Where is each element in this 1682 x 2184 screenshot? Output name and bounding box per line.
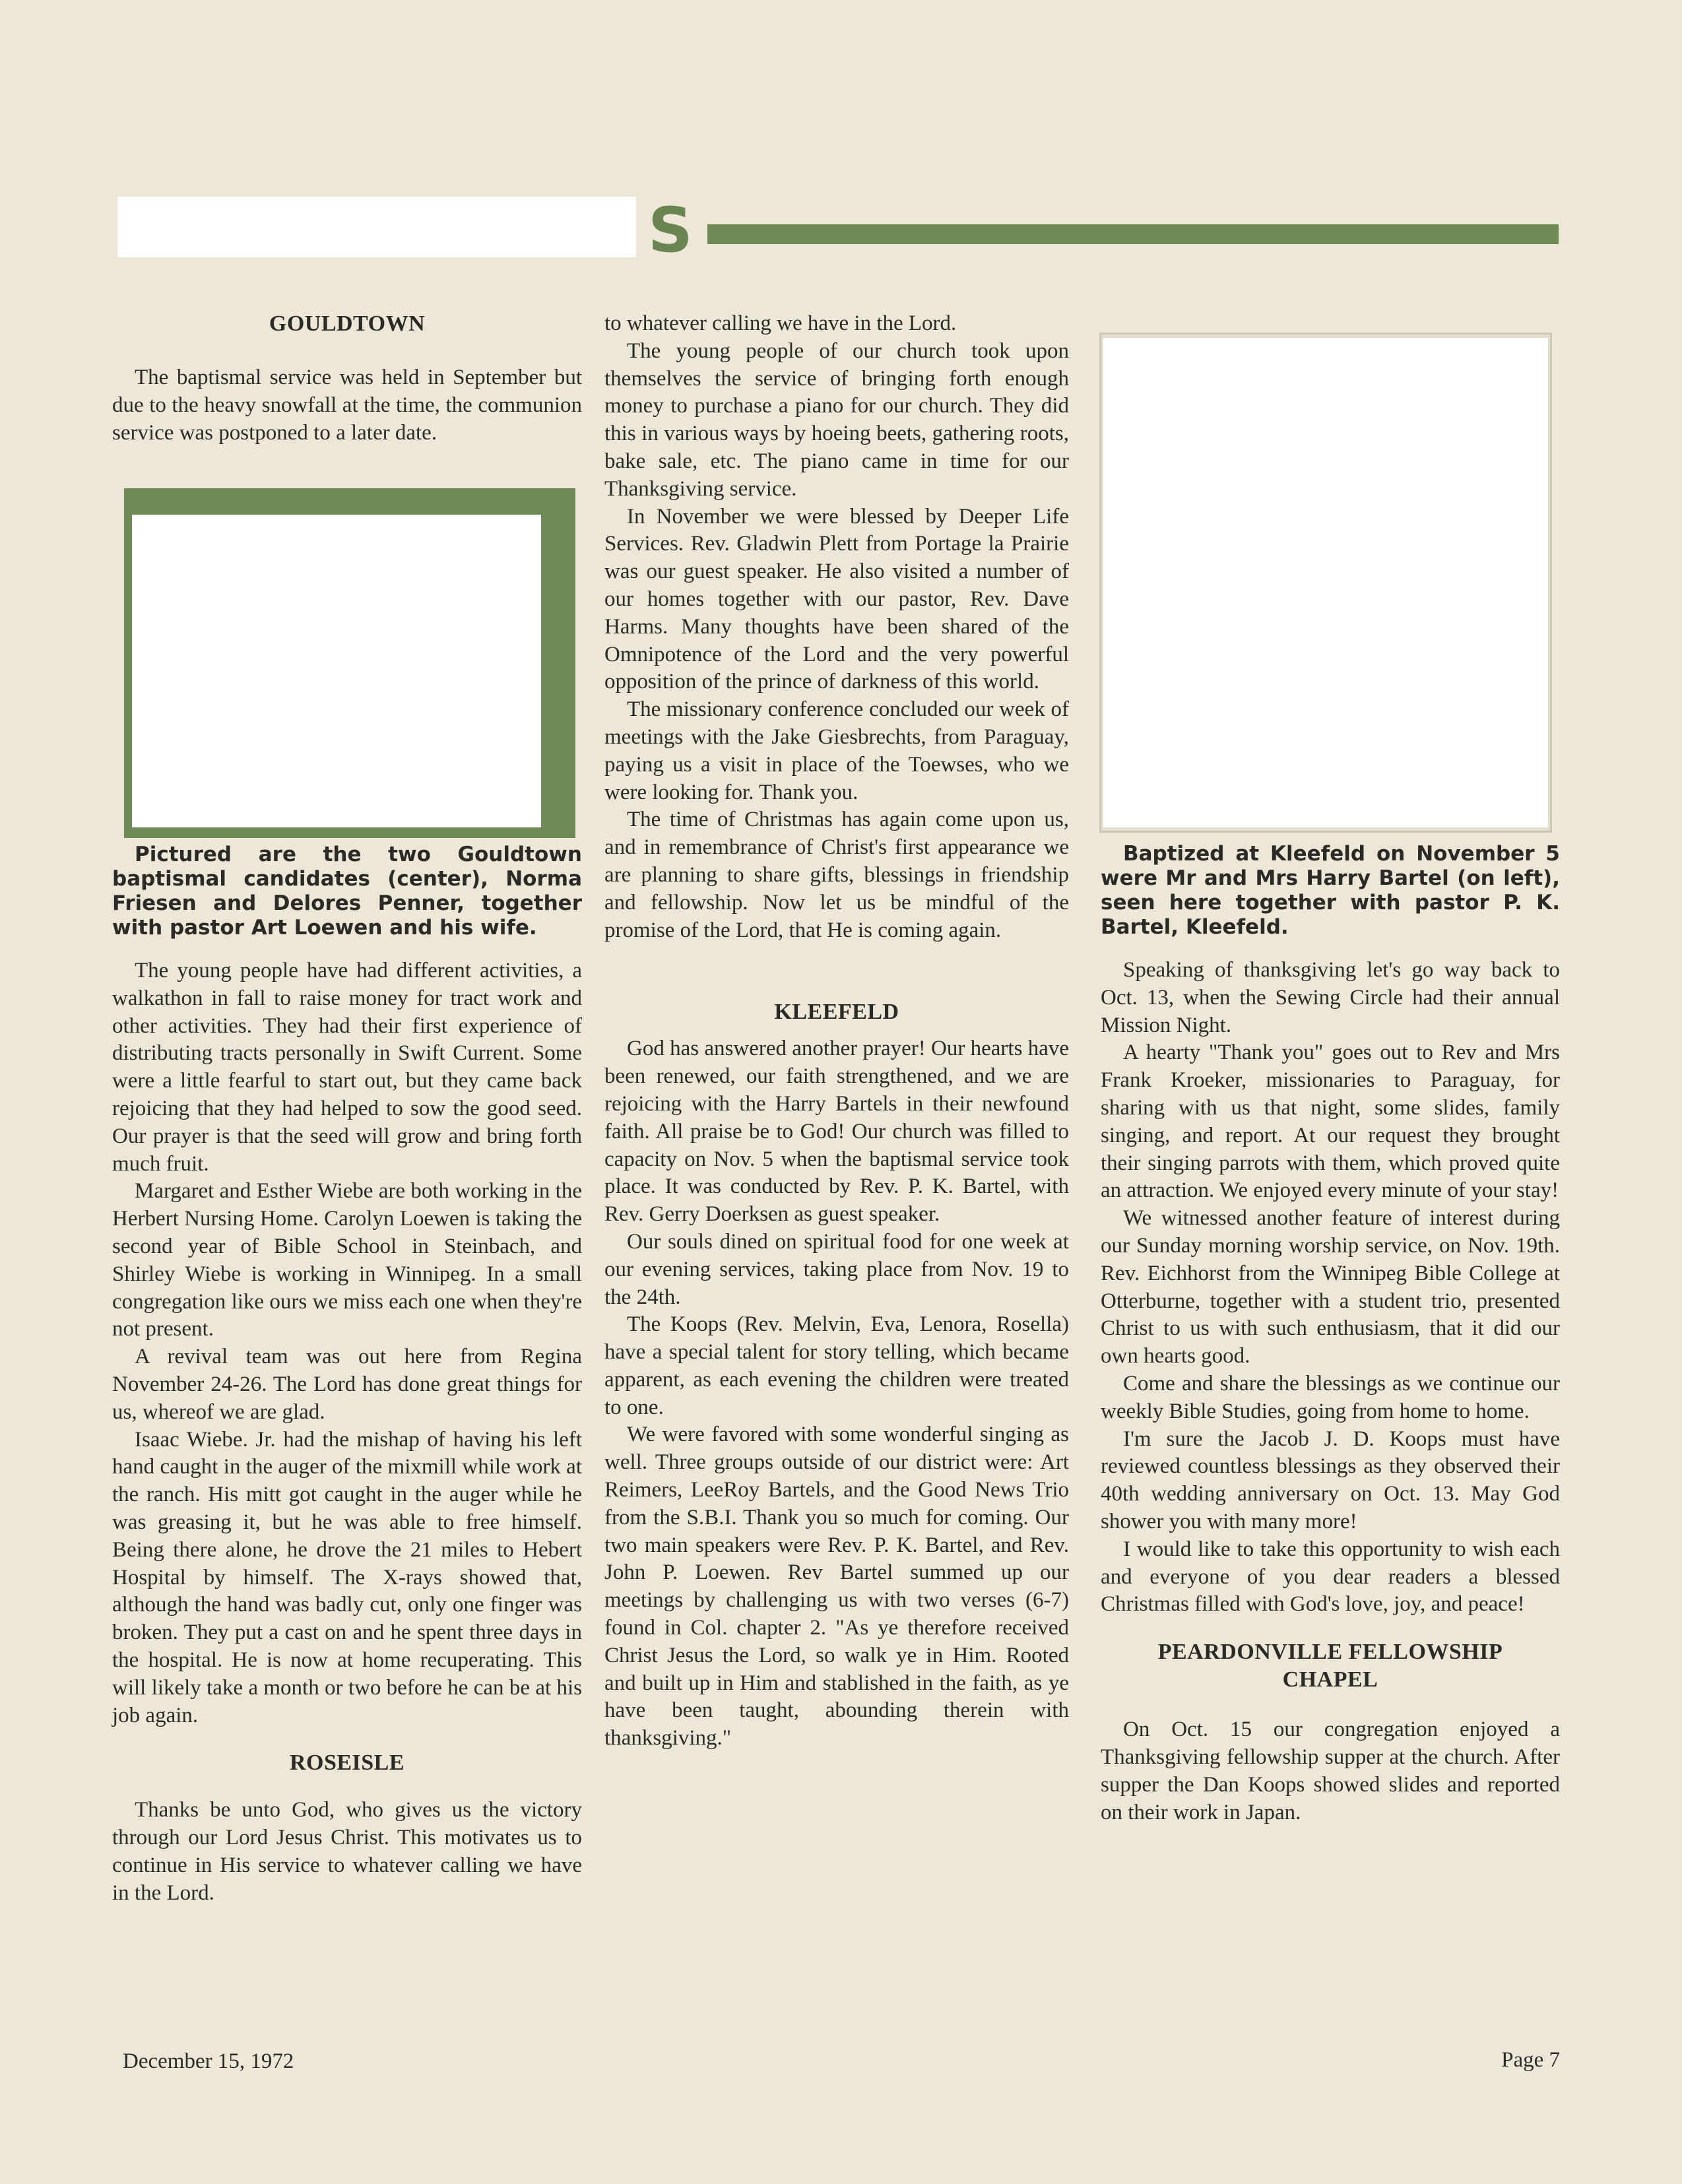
issue-date: December 15, 1972 bbox=[123, 2049, 294, 2073]
roseisle-paragraph: Thanks be unto God, who gives us the victory through our Lord Jesus Christ. This motivates us to continue in His service to whatever calling we have in the Lord. bbox=[112, 1798, 582, 1905]
kleefeld-photo-caption: Baptized at Kleefeld on November 5 were Mr and Mrs Harry Bartel (on left), seen here together with pastor P. K. Bartel, Kleefeld. bbox=[1101, 842, 1560, 939]
column-2 bbox=[604, 310, 1069, 1752]
gouldtown-paragraph: The baptismal service was held in September but due to the heavy snowfall at the time, the communion service was postponed to a later date. bbox=[112, 366, 582, 445]
kleefeld-paragraph: Speaking of thanksgiving let's go way back to Oct. 13, when the Sewing Circle had their annual Mission Night. bbox=[1101, 958, 1560, 1037]
gouldtown-heading: GOULDTOWN bbox=[269, 311, 426, 336]
gouldtown-paragraph: A revival team was out here from Regina November 24-26. The Lord has done great things for us, whereof we are glad. bbox=[112, 1345, 582, 1424]
column-1-top bbox=[112, 310, 582, 447]
peardonville-heading-line1: PEARDONVILLE FELLOWSHIP bbox=[1157, 1640, 1503, 1665]
roseisle-paragraph: In November we were blessed by Deeper Life Services. Rev. Gladwin Plett from Portage la Prairie was our guest speaker. He also visited a number of our homes together with our pastor, Rev. Dave Harms. Many thoughts have been shared of the Omnipotence of the Lord and the very powerful opposition of the prince of darkness of this world. bbox=[604, 504, 1069, 694]
kleefeld-paragraph: God has answered another prayer! Our hearts have been renewed, our faith strengthened, and we are rejoicing with the Harry Bartels in their newfound faith. All praise be to God! Our church was filled to capacity on Nov. 5 when the baptismal service took place. It was conducted by Rev. P. K. Bartel, with Rev. Gerry Doerksen as guest speaker. bbox=[604, 1037, 1069, 1227]
page-number: Page 7 bbox=[1501, 2048, 1560, 2072]
peardonville-heading-line2: CHAPEL bbox=[1282, 1667, 1378, 1692]
gouldtown-photo bbox=[132, 515, 541, 827]
kleefeld-paragraph: Our souls dined on spiritual food for one week at our evening services, taking place from Nov. 19 to the 24th. bbox=[604, 1229, 1069, 1309]
kleefeld-paragraph: I'm sure the Jacob J. D. Koops must have reviewed countless blessings as they observed their 40th wedding anniversary on Oct. 13. May God shower you with many more! bbox=[1101, 1427, 1560, 1533]
kleefeld-paragraph: Come and share the blessings as we continue our weekly Bible Studies, going from home to home. bbox=[1101, 1371, 1560, 1423]
roseisle-paragraph: The time of Christmas has again come upon us, and in remembrance of Christ's first appearance we are planning to share gifts, blessings in friendship and fellowship. Now let us be mindful of the promise of the Lord, that He is coming again. bbox=[604, 808, 1069, 942]
kleefeld-paragraph: We were favored with some wonderful singing as well. Three groups outside of our district were: Art Reimers, LeeRoy Bartels, and the Good News Trio from the S.B.I. Thank you so much for coming. Our two main speakers were Rev. P. K. Bartel, and Rev. John P. Loewen. Rev Bartel summed up our meetings by challenging us with two verses (6-7) found in Col. chapter 2. "As ye therefore received Christ Jesus the Lord, so walk ye in Him. Rooted and built up in Him and stablished in the faith, as ye have been taught, abounding therein with thanksgiving." bbox=[604, 1423, 1069, 1750]
section-letter: S bbox=[648, 195, 693, 267]
kleefeld-paragraph: I would like to take this opportunity to wish each and everyone of you dear readers a blessed Christmas filled with God's love, joy, and peace! bbox=[1101, 1537, 1560, 1617]
gouldtown-paragraph: Isaac Wiebe. Jr. had the mishap of having his left hand caught in the auger of the mixmill while work at the ranch. His mitt got caught in the auger while he was greasing it, but he was able to free himself. Being there alone, he drove the 21 miles to Hebert Hospital by himself. The X-rays showed that, although the hand was badly cut, only one finger was broken. They put a cast on and he spent three days in the hospital. He is now at home recuperating. This will likely take a month or two before he can be at his job again. bbox=[112, 1427, 582, 1727]
header-rule bbox=[707, 224, 1559, 244]
kleefeld-heading: KLEEFELD bbox=[774, 1000, 899, 1025]
kleefeld-photo bbox=[1103, 338, 1548, 827]
peardonville-heading bbox=[1101, 1638, 1560, 1694]
roseisle-paragraph: The young people of our church took upon themselves the service of bringing forth enough money to purchase a piano for our church. They did this in various ways by hoeing beets, gathering roots, bake sale, etc. The piano came in time for our Thanksgiving service. bbox=[604, 338, 1069, 501]
column-3 bbox=[1101, 842, 1560, 1826]
peardonville-paragraph: On Oct. 15 our congregation enjoyed a Thanksgiving fellowship supper at the church. After supper the Dan Koops showed slides and reported on their work in Japan. bbox=[1101, 1718, 1560, 1824]
kleefeld-paragraph: A hearty "Thank you" goes out to Rev and Mrs Frank Kroeker, missionaries to Paraguay, for sharing with us that night, some slides, family singing, and report. At our request they brought their singing parrots with them, which proved quite an attraction. We enjoyed every minute of your stay! bbox=[1101, 1041, 1560, 1203]
roseisle-heading: ROSEISLE bbox=[289, 1750, 405, 1776]
kleefeld-paragraph: We witnessed another feature of interest during our Sunday morning worship service, on Nov. 19th. Rev. Eichhorst from the Winnipeg Bible College at Otterburne, together with a student trio, presented Christ to us with such enthusiasm, that it did our own hearts good. bbox=[1101, 1206, 1560, 1368]
gouldtown-paragraph: Margaret and Esther Wiebe are both working in the Herbert Nursing Home. Carolyn Loewen is taking the second year of Bible School in Steinbach, and Shirley Wiebe is working in Winnipeg. In a small congregation like ours we miss each one when they're not present. bbox=[112, 1179, 582, 1341]
roseisle-paragraph: The missionary conference concluded our week of meetings with the Jake Giesbrechts, from Paraguay, paying us a visit in place of the Toewses, who we were looking for. Thank you. bbox=[604, 697, 1069, 804]
gouldtown-paragraph: The young people have had different activities, a walkathon in fall to raise money for tract work and other activities. They had their first experience of distributing tracts personally in Swift Current. Some were a little fearful to start out, but they came back rejoicing that they had helped to sow the good seed. Our prayer is that the seed will grow and bring forth much fruit. bbox=[112, 959, 582, 1176]
column-1-bottom bbox=[112, 843, 582, 1905]
kleefeld-paragraph: The Koops (Rev. Melvin, Eva, Lenora, Rosella) have a special talent for story telling, which became apparent, as each evening the children were treated to one. bbox=[604, 1312, 1069, 1419]
header-masthead-blank bbox=[117, 197, 636, 257]
gouldtown-photo-caption: Pictured are the two Gouldtown baptismal candidates (center), Norma Friesen and Delores Penner, together with pastor Art Loewen and his wife. bbox=[112, 843, 582, 940]
roseisle-paragraph: to whatever calling we have in the Lord. bbox=[604, 311, 957, 335]
